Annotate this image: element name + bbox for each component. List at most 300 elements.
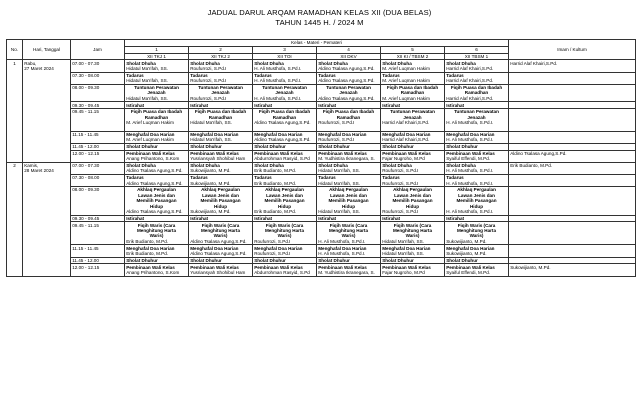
- class-cell: [381, 222, 445, 245]
- time-slot: 11.45 - 12.00: [71, 257, 125, 264]
- class-cell: [317, 264, 381, 276]
- time-slot: 09.45 - 11.15: [71, 222, 125, 245]
- class-cell: [445, 150, 509, 162]
- schedule-header: [7, 40, 636, 60]
- class-cell: [445, 60, 509, 72]
- subject-text: Istirahat: [190, 215, 209, 221]
- subject-text: Fiqih Puasa dan Ibadah: [322, 109, 375, 115]
- teacher-name: Sukowijianto, M.Pd.: [190, 209, 231, 215]
- class-cell: [125, 215, 189, 222]
- teacher-name: Fajar Nugroho, M.Pd: [382, 269, 425, 275]
- header-col-num: 6: [445, 46, 509, 53]
- teacher-name: Aldino Tsalasa Agung,S.Pd.: [190, 238, 247, 244]
- subject-text: Menghafal Doa Harian: [254, 245, 303, 251]
- subject-text: Memilih Pasangan: [264, 198, 305, 204]
- subject-text: Menghafal Doa Harian: [446, 245, 495, 251]
- class-cell: [125, 131, 189, 143]
- subject-text: Istirahat: [446, 102, 465, 108]
- subject-text: Fiqih Puasa dan Ibadah: [194, 109, 247, 115]
- subject-text: Hidup: [277, 203, 291, 209]
- class-cell: [253, 102, 317, 109]
- class-cell: [381, 84, 445, 102]
- subject-text: Tuntunan Perawatan: [198, 84, 243, 90]
- time-slot: 09.30 - 09.45: [71, 102, 125, 109]
- subject-text: Ramadhan: [464, 90, 489, 96]
- teacher-name: Roufurrozi, S.Pd.I: [254, 238, 291, 244]
- subject-text: Akhlaq Pergaulan: [265, 187, 304, 193]
- time-slot: 11.15 - 11.45: [71, 245, 125, 257]
- header-kelas: Kelas - Materi - Pemateri: [125, 40, 509, 47]
- class-cell: [189, 150, 253, 162]
- day-date: 28 Maret 2024: [24, 168, 54, 174]
- subject-text: Memilih Pasangan: [456, 198, 497, 204]
- subject-text: Tadarus: [446, 175, 464, 181]
- subject-text: Pembinaan Wali Kelas: [382, 264, 431, 270]
- time-slot: 07.30 - 08.00: [71, 72, 125, 84]
- teacher-name: M. Arief Luqman Hakim: [126, 120, 174, 126]
- class-cell: [381, 102, 445, 109]
- header-col-num: 2: [189, 46, 253, 53]
- imam-cell: [509, 102, 636, 109]
- subject-text: Sholat Dhuha: [126, 163, 156, 169]
- class-cell: [381, 264, 445, 276]
- subject-text: Tadarus: [318, 72, 336, 78]
- teacher-name: Aldino Tsalasa Agung,S.Pd.: [126, 168, 183, 174]
- subject-text: Pembinaan Wali Kelas: [446, 264, 495, 270]
- teacher-name: Hidatul Ma'rifah, SS.: [318, 168, 360, 174]
- subject-text: Menghitung Harta: [136, 228, 177, 233]
- teacher-name: M. Arief Luqman Hakim: [126, 137, 174, 143]
- teacher-name: Roufurrozi, S.Pd.I: [382, 168, 419, 174]
- subject-text: Menghitung Harta: [328, 228, 369, 233]
- teacher-name: Erik Budianto, M.Pd.: [126, 251, 169, 256]
- subject-text: Fiqih Waris (Cara: [393, 222, 432, 228]
- subject-text: Waris): [469, 233, 484, 239]
- teacher-name: Erik Budianto, M.Pd.: [126, 238, 169, 244]
- teacher-name: H. Ali Musthofa, S.Pd.I.: [446, 120, 494, 126]
- teacher-name: Fajar Nugroho, M.Pd: [382, 156, 425, 162]
- class-cell: [253, 131, 317, 143]
- subject-text: Sholat Dhuha: [446, 60, 476, 66]
- subject-text: Ramadhan: [336, 114, 361, 120]
- teacher-name: Roufurrozi, S.Pd.I: [318, 137, 355, 143]
- schedule-row: [7, 222, 636, 245]
- header-col-num: 1: [125, 46, 189, 53]
- subject-text: Ramadhan: [208, 114, 233, 120]
- subject-text: Pembinaan Wali Kelas: [318, 264, 367, 270]
- subject-text: Jenazah: [403, 114, 422, 120]
- time-slot: 07.00 - 07.30: [71, 60, 125, 72]
- subject-text: Menghafal Doa Harian: [318, 131, 367, 137]
- class-cell: [189, 109, 253, 132]
- teacher-name: Roufurrozi, S.Pd.I: [190, 78, 227, 84]
- subject-text: Tadarus: [126, 72, 144, 78]
- schedule-row: [7, 257, 636, 264]
- teacher-name: Anang Prihantono, S.Kom: [126, 156, 180, 162]
- teacher-name: M. Arief Luqman Hakim: [382, 78, 430, 84]
- schedule-body: [7, 60, 636, 276]
- subject-text: Tadarus: [318, 175, 336, 181]
- time-slot: 08.00 - 09.30: [71, 84, 125, 102]
- subject-text: Sholat Dhuha: [382, 60, 412, 66]
- class-cell: [381, 150, 445, 162]
- teacher-name: Yusriansyah Shohibul Ham: [190, 156, 246, 162]
- teacher-name: Roufurrozi, S.Pd.I: [254, 251, 291, 256]
- teacher-name: Aldino Tsalasa Agung,S.Pd.: [318, 78, 375, 84]
- subject-text: Akhlaq Pergaulan: [137, 187, 176, 193]
- subject-text: Lawan Jenis dan: [330, 192, 367, 198]
- subject-text: Sholat Dhuha: [190, 163, 220, 169]
- class-cell: [189, 102, 253, 109]
- subject-text: Fiqih Puasa dan Ibadah: [130, 109, 183, 115]
- class-cell: [381, 257, 445, 264]
- class-cell: [253, 150, 317, 162]
- class-cell: [445, 187, 509, 215]
- class-cell: [381, 245, 445, 257]
- class-cell: [253, 175, 317, 187]
- imam-cell: Aldino Tsalasa Agung,S.Pd.: [509, 150, 636, 162]
- imam-cell: Erik Budianto, M.Pd.: [509, 162, 636, 174]
- class-cell: [189, 60, 253, 72]
- subject-text: Ramadhan: [400, 90, 425, 96]
- class-cell: [125, 222, 189, 245]
- class-cell: [317, 131, 381, 143]
- teacher-name: Hidatul Ma'rifah, SS.: [382, 251, 424, 256]
- subject-text: Istirahat: [126, 102, 145, 108]
- subject-text: Pembinaan Wali Kelas: [190, 150, 239, 156]
- subject-text: Menghafal Doa Harian: [446, 131, 495, 137]
- teacher-name: H. Ali Musthofa, S.Pd.I.: [446, 137, 494, 143]
- imam-cell: [509, 187, 636, 215]
- subject-text: Tadarus: [254, 175, 272, 181]
- subject-text: Sholat Dhuha: [318, 60, 348, 66]
- subject-text: Menghitung Harta: [200, 228, 241, 233]
- teacher-name: Erik Budianto, M.Pd.: [254, 180, 297, 186]
- class-cell: [317, 143, 381, 150]
- subject-text: Hidup: [213, 203, 227, 209]
- class-cell: [445, 175, 509, 187]
- imam-cell: Harrid Alaf Khairi,S.Pd.: [509, 60, 636, 72]
- imam-cell: [509, 143, 636, 150]
- class-cell: [125, 245, 189, 257]
- class-cell: [189, 264, 253, 276]
- class-cell: [253, 84, 317, 102]
- subject-text: Menghafal Doa Harian: [126, 131, 175, 137]
- header-day: Hari, Tanggal: [23, 40, 71, 60]
- class-cell: [445, 245, 509, 257]
- subject-text: Menghafal Doa Harian: [126, 245, 175, 251]
- subject-text: Akhlaq Pergaulan: [201, 187, 240, 193]
- class-cell: [381, 187, 445, 215]
- class-cell: [445, 131, 509, 143]
- class-cell: [317, 162, 381, 174]
- subject-text: Menghitung Harta: [456, 228, 497, 233]
- schedule-row: [7, 215, 636, 222]
- subject-text: Fiqih Waris (Cara: [457, 222, 496, 228]
- subject-text: Waris): [405, 233, 420, 239]
- subject-text: Fiqih Puasa dan Ibadah: [258, 109, 311, 115]
- time-slot: 08.00 - 09.30: [71, 187, 125, 215]
- subject-text: Memilih Pasangan: [200, 198, 241, 204]
- subject-text: Ramadhan: [272, 114, 297, 120]
- teacher-name: Syaiful Effendi, M.Pd.: [446, 156, 491, 162]
- teacher-name: H. Ali Musthofa, S.Pd.I.: [254, 95, 302, 101]
- subject-text: Lawan Jenis dan: [458, 192, 495, 198]
- class-cell: [381, 131, 445, 143]
- class-cell: [125, 187, 189, 215]
- class-cell: [445, 215, 509, 222]
- teacher-name: Harrid Alaf Khairi,S.Pd.: [382, 137, 430, 143]
- subject-text: Sholat Dhuhur: [126, 144, 158, 150]
- subject-text: Tadarus: [190, 72, 208, 78]
- schedule-table: [6, 39, 636, 277]
- teacher-name: Roufurrozi, S.Pd.I: [190, 95, 227, 101]
- subject-text: Sholat Dhuhur: [190, 257, 222, 263]
- header-class: XII KI / TBSM 2: [381, 53, 445, 60]
- header-class: XII TOI: [253, 53, 317, 60]
- document-title: JADUAL DARUL ARQAM RAMADHAN KELAS XII (DUA BELAS): [207, 8, 432, 17]
- subject-text: Fiqih Puasa dan Ibadah: [386, 84, 439, 90]
- time-slot: 12.00 - 12.15: [71, 150, 125, 162]
- teacher-name: Sukowijianto, M.Pd.: [446, 251, 487, 256]
- class-cell: [381, 72, 445, 84]
- header-imam: Imam / Kultum: [509, 40, 636, 60]
- class-cell: [253, 143, 317, 150]
- subject-text: Tuntunan Perawatan: [326, 84, 371, 90]
- subject-text: Tadarus: [382, 175, 400, 181]
- imam-cell: [509, 109, 636, 132]
- subject-text: Jenazah: [467, 114, 486, 120]
- class-cell: [445, 257, 509, 264]
- class-cell: [189, 245, 253, 257]
- subject-text: Fiqih Puasa dan Ibadah: [450, 84, 503, 90]
- class-cell: [189, 72, 253, 84]
- subject-text: Tuntunan Perawatan: [262, 84, 307, 90]
- teacher-name: Aldino Tsalasa Agung,S.Pd.: [126, 180, 183, 186]
- teacher-name: Hidatul Ma'rifah, SS.: [318, 180, 360, 186]
- class-cell: [125, 257, 189, 264]
- subject-text: Istirahat: [190, 102, 209, 108]
- subject-text: Pembinaan Wali Kelas: [190, 264, 239, 270]
- class-cell: [381, 162, 445, 174]
- subject-text: Jenazah: [147, 90, 166, 96]
- header-class: XII DKV: [317, 53, 381, 60]
- class-cell: [189, 257, 253, 264]
- teacher-name: Hidatul Ma'rifah, SS.: [382, 238, 424, 244]
- class-cell: [189, 84, 253, 102]
- teacher-name: Roufurrozi, S.Pd.I: [190, 65, 227, 71]
- schedule-row: [7, 187, 636, 215]
- subject-text: Menghafal Doa Harian: [190, 245, 239, 251]
- subject-text: Istirahat: [254, 102, 273, 108]
- teacher-name: Hidatul Ma'rifah, SS.: [126, 95, 168, 101]
- class-cell: [253, 109, 317, 132]
- day-name: Rabu,: [24, 60, 37, 66]
- subject-text: Menghafal Doa Harian: [382, 245, 431, 251]
- teacher-name: Roufurrozi, S.Pd.I: [382, 180, 419, 186]
- class-cell: [253, 60, 317, 72]
- subject-text: Tadarus: [446, 72, 464, 78]
- teacher-name: H. Ali Musthofa, S.Pd.I.: [318, 238, 366, 244]
- teacher-name: M. Arief Luqman Hakim: [382, 95, 430, 101]
- schedule-row: [7, 102, 636, 109]
- time-slot: 11.45 - 12.00: [71, 143, 125, 150]
- class-cell: [317, 102, 381, 109]
- class-cell: [125, 162, 189, 174]
- teacher-name: Hidatul Ma'rifah, SS.: [126, 78, 168, 84]
- imam-cell: [509, 72, 636, 84]
- header-class: XII TBSM 1: [445, 53, 509, 60]
- class-cell: [381, 109, 445, 132]
- subject-text: Menghafal Doa Harian: [382, 131, 431, 137]
- header-col-num: 4: [317, 46, 381, 53]
- teacher-name: Harrid Alaf Khairi,S.Pd.: [446, 95, 494, 101]
- subject-text: Hidup: [469, 203, 483, 209]
- teacher-name: Abdurrohman Rasyid, S.Pd: [254, 156, 310, 162]
- subject-text: Pembinaan Wali Kelas: [254, 264, 303, 270]
- teacher-name: Roufurrozi, S.Pd.I: [318, 120, 355, 126]
- time-slot: 12.00 - 12.15: [71, 264, 125, 276]
- schedule-row: [7, 162, 636, 174]
- subject-text: Sholat Dhuha: [446, 163, 476, 169]
- subject-text: Tadarus: [254, 72, 272, 78]
- teacher-name: Aldino Tsalasa Agung,S.Pd.: [254, 137, 311, 143]
- class-cell: [445, 102, 509, 109]
- header-col-num: 3: [253, 46, 317, 53]
- subject-text: Memilih Pasangan: [136, 198, 177, 204]
- class-cell: [445, 264, 509, 276]
- subject-text: Pembinaan Wali Kelas: [126, 264, 175, 270]
- subject-text: Hidup: [341, 203, 355, 209]
- header-col-num: 5: [381, 46, 445, 53]
- subject-text: Jenazah: [211, 90, 230, 96]
- subject-text: Tuntunan Perawatan: [454, 109, 499, 115]
- subject-text: Sholat Dhuhur: [318, 257, 350, 263]
- schedule-row: [7, 245, 636, 257]
- subject-text: Waris): [277, 233, 292, 239]
- time-slot: 07.00 - 07.30: [71, 162, 125, 174]
- day-name: Kamis,: [24, 163, 39, 169]
- class-cell: [317, 245, 381, 257]
- teacher-name: Sukowijianto, M.Pd.: [190, 180, 231, 186]
- subject-text: Sholat Dhuhur: [382, 144, 414, 150]
- class-cell: [445, 84, 509, 102]
- subject-text: Istirahat: [126, 215, 145, 221]
- class-cell: [189, 175, 253, 187]
- subject-text: Sholat Dhuhur: [446, 257, 478, 263]
- class-cell: [445, 109, 509, 132]
- class-cell: [253, 187, 317, 215]
- class-cell: [125, 72, 189, 84]
- imam-cell: [509, 175, 636, 187]
- class-cell: [381, 215, 445, 222]
- teacher-name: Erik Budianto, M.Pd.: [254, 209, 297, 215]
- subject-text: Akhlaq Pergaulan: [393, 187, 432, 193]
- imam-cell: [509, 245, 636, 257]
- subject-text: Pembinaan Wali Kelas: [126, 150, 175, 156]
- class-cell: [317, 60, 381, 72]
- subject-text: Hidup: [149, 203, 163, 209]
- subject-text: Jenazah: [275, 90, 294, 96]
- schedule-row: [7, 131, 636, 143]
- subject-text: Sholat Dhuha: [382, 163, 412, 169]
- subject-text: Sholat Dhuha: [318, 163, 348, 169]
- imam-cell: [509, 131, 636, 143]
- day-date-cell: [23, 60, 71, 163]
- time-slot: 09.30 - 09.45: [71, 215, 125, 222]
- teacher-name: Roufurrozi, S.Pd.I: [382, 209, 419, 215]
- teacher-name: Hidatul Ma'rifah, SS.: [126, 65, 168, 71]
- teacher-name: H. Ali Musthofa, S.Pd.I.: [446, 180, 494, 186]
- teacher-name: Abdurrohman Rasyid, S.Pd: [254, 269, 310, 275]
- teacher-name: Aldino Tsalasa Agung,S.Pd.: [318, 65, 375, 71]
- class-cell: [125, 84, 189, 102]
- subject-text: Lawan Jenis dan: [138, 192, 175, 198]
- header-class: XII TKJ 1: [125, 53, 189, 60]
- subject-text: Akhlaq Pergaulan: [329, 187, 368, 193]
- teacher-name: Aldino Tsalasa Agung,S.Pd.: [126, 209, 183, 215]
- teacher-name: Anang Prihantono, S.Kom: [126, 269, 180, 275]
- subject-text: Tadarus: [190, 175, 208, 181]
- subject-text: Istirahat: [254, 215, 273, 221]
- subject-text: Sholat Dhuhur: [254, 257, 286, 263]
- teacher-name: H. Ali Musthofa, S.Pd.I.: [446, 168, 494, 174]
- subject-text: Lawan Jenis dan: [202, 192, 239, 198]
- teacher-name: Yusriansyah Shohibul Ham: [190, 269, 246, 275]
- subject-text: Menghitung Harta: [392, 228, 433, 233]
- class-cell: [445, 143, 509, 150]
- day-date-cell: [23, 162, 71, 276]
- class-cell: [317, 187, 381, 215]
- class-cell: [381, 143, 445, 150]
- subject-text: Menghitung Harta: [264, 228, 305, 233]
- schedule-row: [7, 84, 636, 102]
- subject-text: Jenazah: [339, 90, 358, 96]
- subject-text: Fiqih Waris (Cara: [201, 222, 240, 228]
- class-cell: [189, 162, 253, 174]
- teacher-name: H. Ali Musthofa, S.Pd.I.: [446, 209, 494, 215]
- subject-text: Sholat Dhuhur: [382, 257, 414, 263]
- subject-text: Istirahat: [382, 102, 401, 108]
- class-cell: [125, 102, 189, 109]
- class-cell: [317, 222, 381, 245]
- subject-text: Hidup: [405, 203, 419, 209]
- class-cell: [189, 187, 253, 215]
- class-cell: [253, 72, 317, 84]
- schedule-row: [7, 150, 636, 162]
- class-cell: [189, 143, 253, 150]
- class-cell: [253, 215, 317, 222]
- schedule-row: [7, 60, 636, 72]
- subject-text: Memilih Pasangan: [328, 198, 369, 204]
- imam-cell: [509, 222, 636, 245]
- subject-text: Memilih Pasangan: [392, 198, 433, 204]
- time-slot: 11.15 - 11.45: [71, 131, 125, 143]
- teacher-name: Hidatul Ma'rifah, SS.: [318, 209, 360, 215]
- class-cell: [125, 150, 189, 162]
- subject-text: Istirahat: [318, 215, 337, 221]
- subject-text: Tadarus: [382, 72, 400, 78]
- class-cell: [317, 84, 381, 102]
- teacher-name: H. Ali Musthofa, S.Pd.I.: [254, 65, 302, 71]
- subject-text: Istirahat: [318, 102, 337, 108]
- schedule-row: [7, 72, 636, 84]
- header-class: XII TKJ 2: [189, 53, 253, 60]
- subject-text: Waris): [341, 233, 356, 239]
- class-cell: [253, 257, 317, 264]
- document-subtitle: TAHUN 1445 H. / 2024 M: [275, 18, 364, 27]
- class-cell: [253, 264, 317, 276]
